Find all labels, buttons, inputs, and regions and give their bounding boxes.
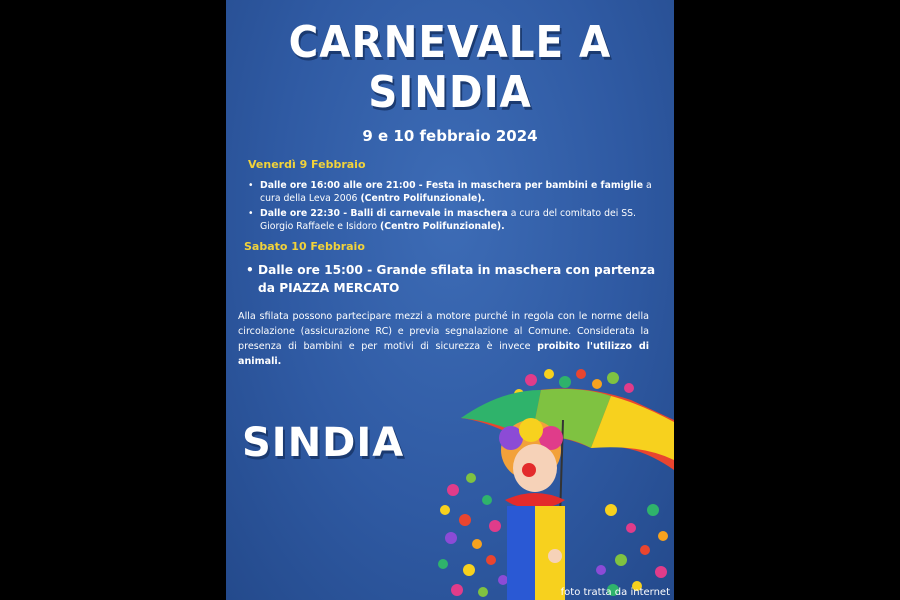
friday-event-list xyxy=(248,179,663,235)
poster xyxy=(226,0,674,600)
saturday-event-list xyxy=(246,261,666,297)
clown-image xyxy=(499,418,565,600)
event-organizer: a cura del comitato dei SS. Giorgio Raffaele e Isidoro xyxy=(260,208,636,232)
day-heading-friday: Venerdì 9 Febbraio xyxy=(248,158,366,171)
day-heading-saturday: Sabato 10 Febbraio xyxy=(244,240,365,253)
event-organizer: a cura della Leva 2006 xyxy=(260,180,652,204)
list-item xyxy=(248,207,663,233)
town-label: SINDIA xyxy=(242,420,405,466)
list-item: • Dalle ore 15:00 - Grande sfilata in maschera con partenza da PIAZZA MERCATO xyxy=(246,261,666,297)
event-time: Dalle ore 16:00 alle ore 21:00 - Festa in maschera per bambini e famiglie xyxy=(260,180,644,191)
event-place: (Centro Polifunzionale). xyxy=(380,221,505,232)
photo-credit: foto tratta da internet xyxy=(560,587,670,598)
rules-note-text: Alla sfilata possono partecipare mezzi a motore purché in regola con le norme della circolazione (assicurazione RC) e previa segnalazione al Comune. Considerata la presenza di bambini e per motivi di sicurezza è invece xyxy=(238,311,649,352)
list-item xyxy=(248,179,663,205)
event-date: 9 e 10 febbraio 2024 xyxy=(362,127,538,145)
clown-umbrella-illustration xyxy=(431,360,674,600)
title-line-1: CARNEVALE A xyxy=(288,17,612,68)
title-line-2: SINDIA xyxy=(368,67,532,118)
event-place: (Centro Polifunzionale). xyxy=(360,193,486,204)
rules-note-bold: proibito l'utilizzo di animali. xyxy=(238,341,649,367)
event-time: Dalle ore 22:30 - Balli di carnevale in maschera xyxy=(260,208,508,219)
